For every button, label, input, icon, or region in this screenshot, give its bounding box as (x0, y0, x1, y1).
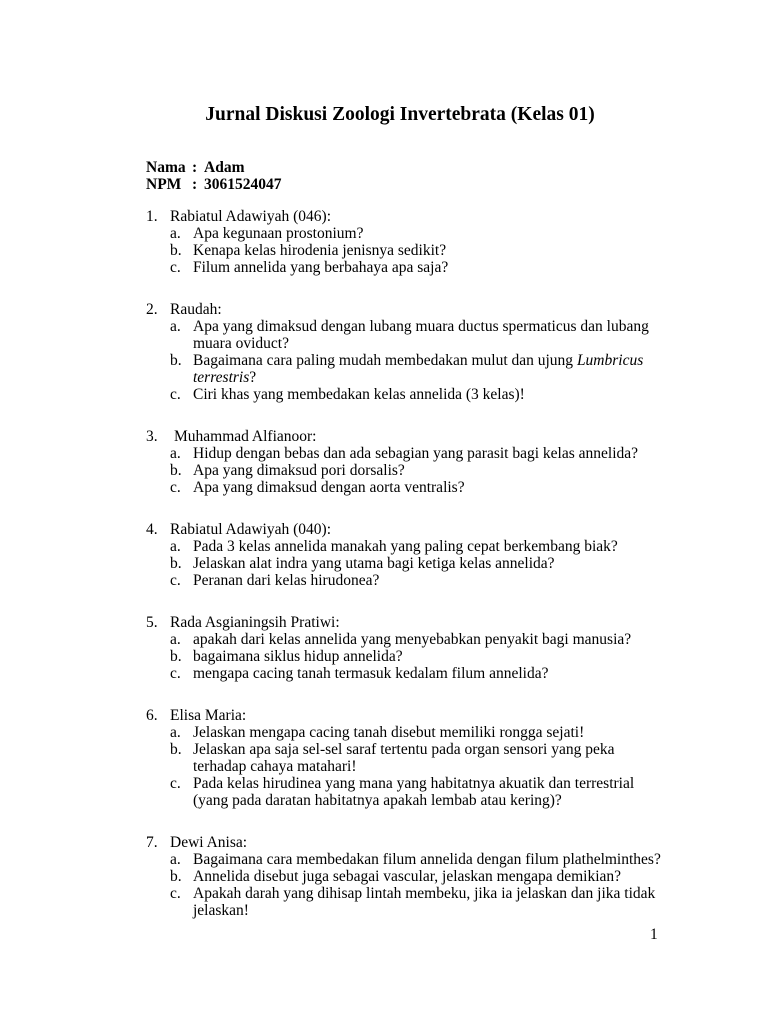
question-list (146, 208, 666, 944)
question-letter: a. (170, 631, 181, 648)
question-text (193, 352, 666, 386)
question-letter: c. (170, 479, 181, 496)
questioner-name: Rabiatul Adawiyah (040): (170, 521, 331, 538)
question-item (170, 741, 666, 775)
question-text (193, 479, 666, 496)
name-separator: : (192, 159, 198, 176)
section-number: 6. (146, 707, 158, 724)
question-text-main: Peranan dari kelas hirudonea? (193, 572, 380, 589)
question-text (193, 724, 666, 741)
question-text-main: Apa yang dimaksud pori dorsalis? (193, 462, 405, 479)
question-letter: c. (170, 386, 181, 403)
question-text-main: mengapa cacing tanah termasuk kedalam filum annelida? (193, 665, 549, 682)
questioner-name: Rabiatul Adawiyah (046): (170, 208, 331, 225)
question-item (170, 462, 666, 479)
question-item (170, 225, 666, 242)
question-text (193, 318, 666, 352)
question-item (170, 318, 666, 352)
question-letter: c. (170, 259, 181, 276)
question-letter: b. (170, 741, 182, 758)
question-item (170, 555, 666, 572)
section-header (146, 707, 666, 724)
question-text (193, 885, 666, 919)
questioner-name: Elisa Maria: (170, 707, 247, 724)
section-number: 1. (146, 208, 158, 225)
question-text-main: Apakah darah yang dihisap lintah membeku, jika ia jelaskan dan jika tidak jelaskan! (193, 885, 656, 919)
question-letter: b. (170, 352, 182, 369)
name-value: Adam (204, 159, 245, 176)
question-letter: b. (170, 242, 182, 259)
question-text-main: Pada kelas hirudinea yang mana yang habitatnya akuatik dan terrestrial (yang pada daratan habitatnya apakah lembab atau kering)? (193, 775, 635, 809)
question-text-end: ? (249, 369, 257, 386)
question-text (193, 242, 666, 259)
discussion-section (146, 521, 666, 589)
page-title: Jurnal Diskusi Zoologi Invertebrata (Kelas 01) (205, 104, 595, 125)
question-letter: a. (170, 538, 181, 555)
question-text (193, 572, 666, 589)
question-text (193, 538, 666, 555)
question-letter: a. (170, 724, 181, 741)
question-item (170, 885, 666, 919)
question-text-main: Filum annelida yang berbahaya apa saja? (193, 259, 449, 276)
question-letter: a. (170, 851, 181, 868)
question-text (193, 868, 666, 885)
question-text (193, 445, 666, 462)
section-header (146, 614, 666, 631)
questioner-name: Rada Asgianingsih Pratiwi: (170, 614, 340, 631)
question-item (170, 851, 666, 868)
species-name: Lumbricus terrestris (193, 352, 644, 386)
discussion-section (146, 834, 666, 919)
npm-row (146, 176, 282, 193)
question-letter: b. (170, 868, 182, 885)
discussion-section (146, 614, 666, 682)
question-item (170, 868, 666, 885)
question-item (170, 538, 666, 555)
page-number: 1 (650, 926, 658, 943)
section-header (146, 521, 666, 538)
question-text-main: apakah dari kelas annelida yang menyebabkan penyakit bagi manusia? (193, 631, 632, 648)
section-number: 7. (146, 834, 158, 851)
question-letter: c. (170, 775, 181, 792)
question-text-main: Hidup dengan bebas dan ada sebagian yang parasit bagi kelas annelida? (193, 445, 639, 462)
section-number: 4. (146, 521, 158, 538)
question-item (170, 665, 666, 682)
student-identity (146, 159, 282, 193)
question-text (193, 386, 666, 403)
question-text-main: Pada 3 kelas annelida manakah yang paling cepat berkembang biak? (193, 538, 618, 555)
section-number: 5. (146, 614, 158, 631)
question-item (170, 631, 666, 648)
question-text (193, 555, 666, 572)
question-letter: c. (170, 885, 181, 902)
question-item (170, 352, 666, 386)
question-text (193, 775, 666, 809)
question-text-main: Kenapa kelas hirodenia jenisnya sedikit? (193, 242, 447, 259)
section-header (146, 301, 666, 318)
question-text (193, 851, 666, 868)
question-text-main: Bagaimana cara paling mudah membedakan mulut dan ujung (193, 352, 577, 369)
discussion-section (146, 301, 666, 403)
npm-value: 3061524047 (204, 176, 282, 193)
npm-separator: : (192, 176, 198, 193)
question-text-main: Apa yang dimaksud dengan aorta ventralis? (193, 479, 465, 496)
question-letter: a. (170, 318, 181, 335)
name-label: Nama (146, 159, 186, 176)
question-letter: b. (170, 462, 182, 479)
question-text-main: Apa yang dimaksud dengan lubang muara ductus spermaticus dan lubang muara oviduct? (193, 318, 649, 352)
question-text (193, 648, 666, 665)
question-text-main: Jelaskan apa saja sel-sel saraf tertentu pada organ sensori yang peka terhadap cahaya matahari! (193, 741, 615, 775)
question-item (170, 445, 666, 462)
question-item (170, 572, 666, 589)
question-letter: a. (170, 225, 181, 242)
question-text (193, 462, 666, 479)
question-item (170, 386, 666, 403)
question-text-main: Jelaskan mengapa cacing tanah disebut memiliki rongga sejati! (193, 724, 585, 741)
question-letter: b. (170, 648, 182, 665)
question-text-main: Apa kegunaan prostonium? (193, 225, 364, 242)
question-item (170, 648, 666, 665)
question-letter: c. (170, 572, 181, 589)
question-letter: a. (170, 445, 181, 462)
section-number: 2. (146, 301, 158, 318)
question-letter: c. (170, 665, 181, 682)
question-text-main: bagaimana siklus hidup annelida? (193, 648, 403, 665)
questioner-name: Muhammad Alfianoor: (174, 428, 317, 445)
questioner-name: Dewi Anisa: (170, 834, 248, 851)
discussion-section (146, 707, 666, 809)
question-text (193, 225, 666, 242)
name-row (146, 159, 282, 176)
question-item (170, 259, 666, 276)
question-text-main: Annelida disebut juga sebagai vascular, jelaskan mengapa demikian? (193, 868, 622, 885)
question-text-main: Jelaskan alat indra yang utama bagi ketiga kelas annelida? (193, 555, 555, 572)
question-item (170, 775, 666, 809)
question-text-main: Ciri khas yang membedakan kelas annelida (3 kelas)! (193, 386, 525, 403)
section-header (146, 208, 666, 225)
section-header (146, 834, 666, 851)
question-text (193, 665, 666, 682)
questioner-name: Raudah: (170, 301, 222, 318)
section-header (146, 428, 666, 445)
question-item (170, 479, 666, 496)
section-number: 3. (146, 428, 158, 445)
question-letter: b. (170, 555, 182, 572)
question-text (193, 741, 666, 775)
discussion-section (146, 428, 666, 496)
question-text (193, 631, 666, 648)
question-text-main: Bagaimana cara membedakan filum annelida dengan filum plathelminthes? (193, 851, 661, 868)
npm-label: NPM (146, 176, 182, 193)
question-text (193, 259, 666, 276)
discussion-section (146, 208, 666, 276)
question-item (170, 724, 666, 741)
question-item (170, 242, 666, 259)
